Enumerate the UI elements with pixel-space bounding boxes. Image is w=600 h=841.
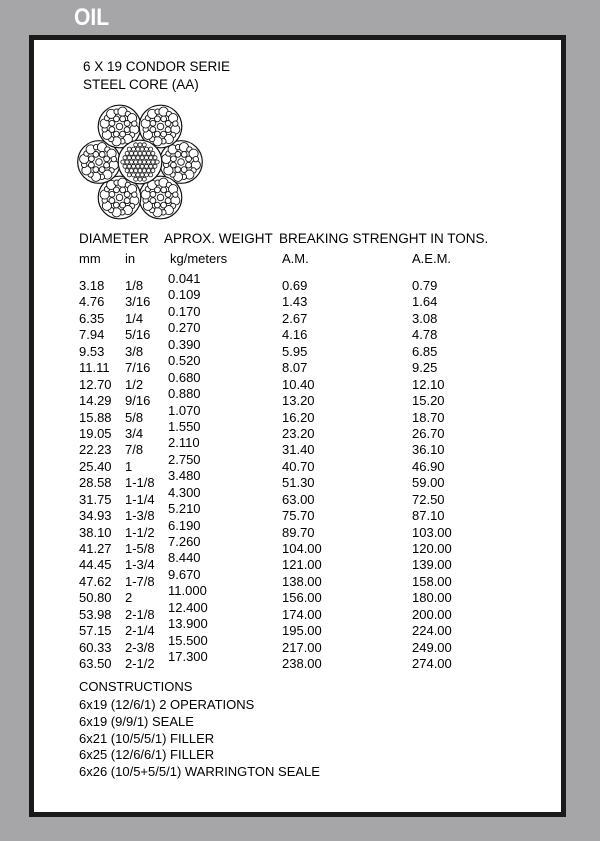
col-header-mm: mm xyxy=(79,251,101,266)
table-row xyxy=(79,599,539,623)
table-row xyxy=(79,468,539,491)
table-row xyxy=(79,616,539,639)
constructions-heading: CONSTRUCTIONS xyxy=(79,679,193,694)
table-row xyxy=(79,418,539,442)
cell-in: 1-1/4 xyxy=(125,491,155,507)
table-row xyxy=(79,369,539,393)
cell-kg-meters: 0.680 xyxy=(168,369,201,385)
cell-aem: 46.90 xyxy=(412,458,445,474)
construction-item: 6x26 (10/5+5/5/1) WARRINGTON SEALE xyxy=(79,764,320,780)
cell-mm: 63.50 xyxy=(79,656,112,672)
wire-rope-cross-section-icon xyxy=(76,100,206,224)
cell-aem: 72.50 xyxy=(412,491,445,507)
cell-kg-meters: 0.880 xyxy=(168,386,201,402)
cell-am: 195.00 xyxy=(282,623,322,639)
cell-kg-meters: 8.440 xyxy=(168,550,201,566)
cell-kg-meters: 4.300 xyxy=(168,484,201,500)
cell-kg-meters: 6.190 xyxy=(168,517,201,533)
cell-aem: 1.64 xyxy=(412,294,438,310)
cell-in: 1-1/8 xyxy=(125,475,155,491)
cell-in: 7/8 xyxy=(125,442,144,458)
construction-item: 6x21 (10/5/5/1) FILLER xyxy=(79,730,215,746)
constructions-section xyxy=(79,679,320,781)
cell-aem: 103.00 xyxy=(412,524,452,540)
cell-aem: 12.10 xyxy=(412,376,445,392)
cell-kg-meters: 0.109 xyxy=(168,287,201,303)
cell-am: 31.40 xyxy=(282,442,315,458)
cell-kg-meters: 13.900 xyxy=(168,616,208,632)
cell-kg-meters: 9.670 xyxy=(168,566,201,582)
cell-aem: 6.85 xyxy=(412,343,438,359)
cell-am: 174.00 xyxy=(282,606,322,622)
cell-mm: 34.93 xyxy=(79,508,112,524)
cell-kg-meters: 0.170 xyxy=(168,303,201,319)
table-row xyxy=(79,566,539,590)
cell-mm: 31.75 xyxy=(79,491,112,507)
document-page xyxy=(29,35,566,817)
brand-logo: OIL xyxy=(74,4,110,31)
cell-in: 2-1/2 xyxy=(125,656,155,672)
cell-mm: 7.94 xyxy=(79,327,105,343)
cell-aem: 158.00 xyxy=(412,573,452,589)
cell-aem: 249.00 xyxy=(412,639,452,655)
cell-kg-meters: 1.070 xyxy=(168,402,201,418)
cell-kg-meters: 15.500 xyxy=(168,632,208,648)
cell-aem: 180.00 xyxy=(412,590,452,606)
table-row xyxy=(79,271,539,294)
cell-am: 156.00 xyxy=(282,590,322,606)
cell-in: 3/16 xyxy=(125,294,151,310)
spec-table xyxy=(79,231,539,673)
cell-aem: 59.00 xyxy=(412,475,445,491)
cell-in: 2-3/8 xyxy=(125,639,155,655)
cell-in: 1/2 xyxy=(125,376,144,392)
cell-kg-meters: 0.390 xyxy=(168,336,201,352)
cell-kg-meters: 7.260 xyxy=(168,534,201,549)
cell-mm: 41.27 xyxy=(79,541,112,556)
cell-am: 238.00 xyxy=(282,656,322,672)
cell-in: 1-5/8 xyxy=(125,541,155,556)
cell-mm: 11.11 xyxy=(79,360,110,376)
cell-in: 3/8 xyxy=(125,343,144,359)
table-body xyxy=(79,271,539,673)
wire-rope-diagram xyxy=(76,100,206,224)
cell-kg-meters: 0.270 xyxy=(168,320,201,336)
cell-am: 10.40 xyxy=(282,376,315,392)
table-row xyxy=(79,451,539,475)
cell-in: 5/16 xyxy=(125,327,151,343)
cell-in: 1-3/8 xyxy=(125,508,155,524)
table-row xyxy=(79,287,539,310)
cell-am: 0.69 xyxy=(282,278,308,293)
cell-aem: 4.78 xyxy=(412,327,438,343)
cell-mm: 25.40 xyxy=(79,458,112,474)
cell-mm: 12.70 xyxy=(79,376,112,392)
cell-in: 7/16 xyxy=(125,360,151,376)
table-row xyxy=(79,501,539,524)
cell-mm: 22.23 xyxy=(79,442,112,458)
cell-kg-meters: 2.110 xyxy=(168,435,200,451)
cell-mm: 9.53 xyxy=(79,343,105,359)
cell-mm: 28.58 xyxy=(79,475,112,491)
cell-in: 1-1/2 xyxy=(125,524,155,540)
col-header-in: in xyxy=(125,251,136,266)
table-row xyxy=(79,386,539,409)
cell-aem: 15.20 xyxy=(412,393,445,409)
table-row xyxy=(79,435,539,458)
cell-aem: 0.79 xyxy=(412,278,438,293)
table-header-groups xyxy=(79,231,539,251)
title-line-2: STEEL CORE (AA) xyxy=(83,77,199,92)
cell-kg-meters: 5.210 xyxy=(168,501,201,517)
table-row xyxy=(79,550,539,573)
cell-kg-meters: 3.480 xyxy=(168,468,201,484)
cell-mm: 4.76 xyxy=(79,294,105,310)
cell-aem: 18.70 xyxy=(412,409,445,425)
table-row xyxy=(79,484,539,508)
cell-in: 2-1/4 xyxy=(125,623,155,639)
cell-am: 217.00 xyxy=(282,639,322,655)
col-header-aem: A.E.M. xyxy=(412,251,452,266)
cell-kg-meters: 17.300 xyxy=(168,649,208,665)
cell-am: 2.67 xyxy=(282,310,308,326)
cell-aem: 87.10 xyxy=(412,508,445,524)
header-group-weight: APROX. WEIGHT xyxy=(164,231,273,246)
cell-mm: 53.98 xyxy=(79,606,112,622)
cell-kg-meters: 2.750 xyxy=(168,451,201,467)
cell-in: 5/8 xyxy=(125,409,144,425)
cell-in: 1 xyxy=(125,458,133,474)
cell-am: 121.00 xyxy=(282,557,322,573)
cell-in: 1-7/8 xyxy=(125,573,155,589)
cell-mm: 47.62 xyxy=(79,573,112,589)
table-row xyxy=(79,534,539,557)
construction-item: 6x25 (12/6/6/1) FILLER xyxy=(79,747,215,763)
cell-aem: 120.00 xyxy=(412,541,452,556)
table-column-headers xyxy=(79,251,539,271)
table-row xyxy=(79,632,539,656)
cell-am: 4.16 xyxy=(282,327,308,343)
cell-am: 16.20 xyxy=(282,409,315,425)
col-header-kg-meters: kg/meters xyxy=(170,251,228,266)
cell-am: 5.95 xyxy=(282,343,308,359)
cell-aem: 224.00 xyxy=(412,623,452,639)
cell-kg-meters: 12.400 xyxy=(168,599,208,615)
cell-am: 63.00 xyxy=(282,491,315,507)
table-row xyxy=(79,303,539,327)
cell-am: 8.07 xyxy=(282,360,308,376)
cell-in: 1-3/4 xyxy=(125,557,155,573)
col-header-am: A.M. xyxy=(282,251,309,266)
cell-aem: 9.25 xyxy=(412,360,438,376)
construction-item: 6x19 (9/9/1) SEALE xyxy=(79,713,194,729)
table-row xyxy=(79,583,539,606)
cell-mm: 19.05 xyxy=(79,425,112,441)
title-line-1: 6 X 19 CONDOR SERIE xyxy=(83,59,231,74)
cell-mm: 6.35 xyxy=(79,310,105,326)
table-row xyxy=(79,353,539,376)
cell-mm: 14.29 xyxy=(79,393,112,409)
cell-am: 51.30 xyxy=(282,475,315,491)
cell-aem: 3.08 xyxy=(412,310,438,326)
cell-kg-meters: 0.520 xyxy=(168,353,201,369)
cell-aem: 139.00 xyxy=(412,557,452,573)
cell-mm: 3.18 xyxy=(79,278,105,293)
cell-in: 9/16 xyxy=(125,393,151,409)
cell-aem: 26.70 xyxy=(412,425,445,441)
cell-in: 2 xyxy=(125,590,133,606)
cell-mm: 15.88 xyxy=(79,409,112,425)
cell-mm: 60.33 xyxy=(79,639,112,655)
cell-am: 23.20 xyxy=(282,425,315,441)
cell-mm: 44.45 xyxy=(79,557,112,573)
cell-kg-meters: 1.550 xyxy=(168,418,201,434)
document-title xyxy=(83,58,230,94)
construction-item: 6x19 (12/6/1) 2 OPERATIONS xyxy=(79,697,255,712)
cell-mm: 50.80 xyxy=(79,590,112,606)
cell-am: 13.20 xyxy=(282,393,315,409)
cell-kg-meters: 0.041 xyxy=(168,271,201,286)
table-row xyxy=(79,402,539,426)
table-row xyxy=(79,517,539,541)
cell-in: 1/8 xyxy=(125,278,144,293)
cell-am: 75.70 xyxy=(282,508,315,524)
cell-aem: 274.00 xyxy=(412,656,452,672)
table-row xyxy=(79,649,539,672)
cell-kg-meters: 11.000 xyxy=(168,583,207,599)
cell-mm: 38.10 xyxy=(79,524,112,540)
constructions-list xyxy=(79,697,320,781)
table-row xyxy=(79,336,539,360)
header-group-breaking-strength: BREAKING STRENGHT IN TONS. xyxy=(279,231,489,246)
header-group-diameter: DIAMETER xyxy=(79,231,149,246)
cell-am: 89.70 xyxy=(282,524,315,540)
cell-am: 138.00 xyxy=(282,573,322,589)
cell-am: 1.43 xyxy=(282,294,308,310)
cell-in: 3/4 xyxy=(125,425,144,441)
cell-aem: 200.00 xyxy=(412,606,452,622)
cell-in: 2-1/8 xyxy=(125,606,155,622)
cell-mm: 57.15 xyxy=(79,623,112,639)
cell-aem: 36.10 xyxy=(412,442,445,458)
cell-in: 1/4 xyxy=(125,310,144,326)
cell-am: 40.70 xyxy=(282,458,315,474)
table-row xyxy=(79,320,539,343)
cell-am: 104.00 xyxy=(282,541,322,556)
